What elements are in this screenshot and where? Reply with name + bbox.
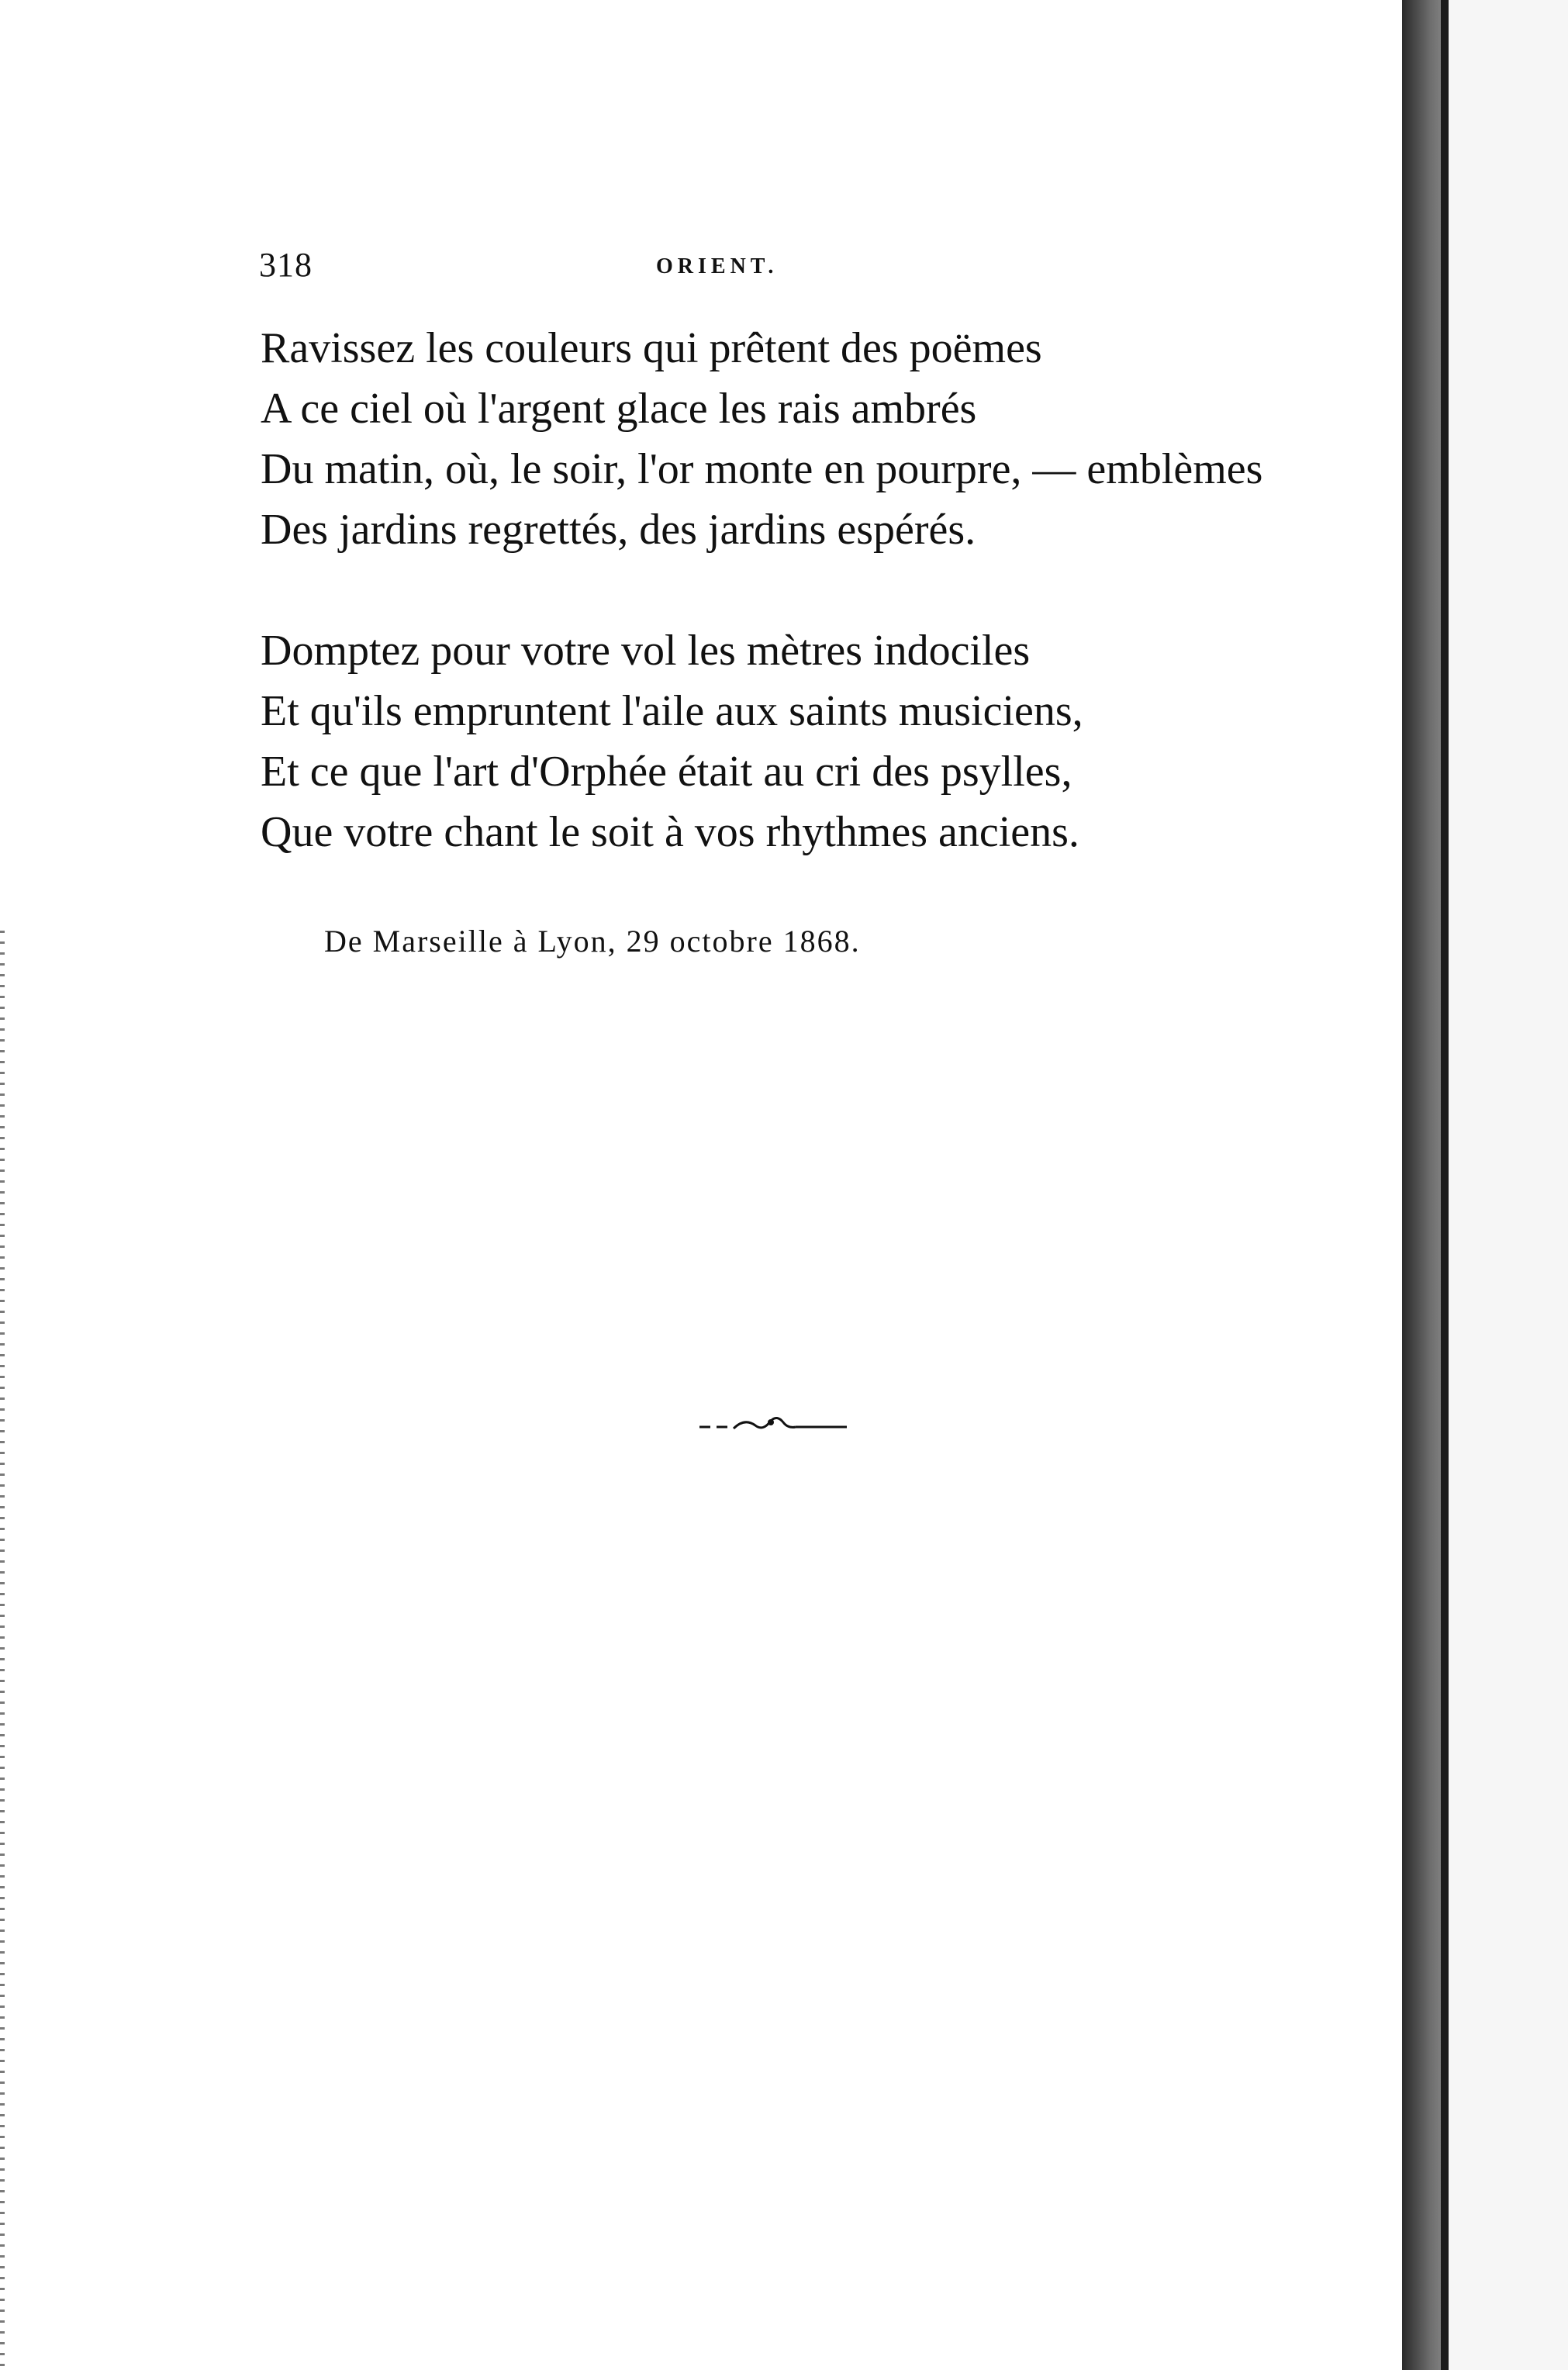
stanza-2 bbox=[261, 620, 1083, 862]
scan-left-edge bbox=[0, 931, 5, 2370]
dateline: De Marseille à Lyon, 29 octobre 1868. bbox=[324, 924, 861, 959]
verse-line: Et qu'ils empruntent l'aile aux saints musiciens, bbox=[261, 687, 1083, 735]
verse-line: A ce ciel où l'argent glace les rais ambrés bbox=[261, 385, 977, 433]
verse-line: Du matin, où, le soir, l'or monte en pourpre, — emblèmes bbox=[261, 445, 1263, 493]
verse-line: Domptez pour votre vol les mètres indociles bbox=[261, 627, 1031, 675]
verse-line: Et ce que l'art d'Orphée était au cri des psylles, bbox=[261, 748, 1072, 796]
scan-right-margin bbox=[1449, 0, 1568, 2370]
tail-piece-ornament-icon bbox=[699, 1413, 847, 1436]
verse-line: Des jardins regrettés, des jardins espérés. bbox=[261, 506, 976, 554]
scan-right-edge-line bbox=[1441, 0, 1449, 2370]
verse-line: Ravissez les couleurs qui prêtent des poëmes bbox=[261, 324, 1042, 372]
page-number: 318 bbox=[259, 246, 313, 284]
running-title: ORIENT. bbox=[656, 254, 779, 278]
stanza-1 bbox=[261, 318, 1262, 560]
running-head bbox=[259, 245, 1345, 292]
verse-line: Que votre chant le soit à vos rhythmes anciens. bbox=[261, 808, 1079, 856]
